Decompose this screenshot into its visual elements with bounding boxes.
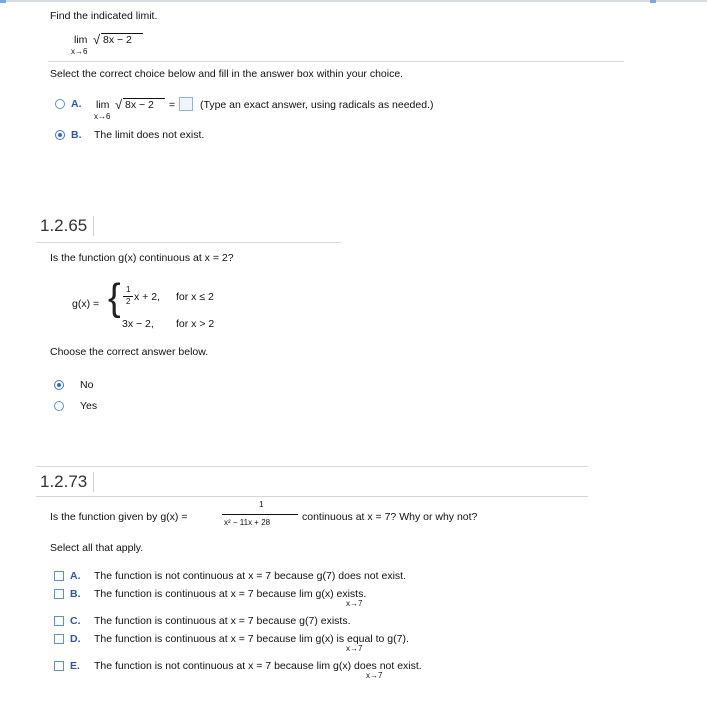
problem3-frac-den: x² − 11x + 28	[224, 518, 271, 527]
option-no-radio[interactable]	[54, 380, 64, 390]
option-d-checkbox[interactable]	[54, 634, 64, 644]
problem1-radical-sign: √	[93, 32, 101, 47]
top-border	[0, 0, 707, 2]
problem3-question-post: continuous at x = 7? Why or why not?	[302, 511, 478, 523]
p3-option-b-text: The function is continuous at x = 7 because lim g(x) exists.	[94, 588, 367, 600]
p3-option-b-sub: x→7	[346, 599, 363, 608]
problem2-question: Is the function g(x) continuous at x = 2?	[50, 252, 234, 264]
p3-option-e-text: The function is not continuous at x = 7 because lim g(x) does not exist.	[94, 660, 422, 672]
option-no-label: No	[80, 379, 94, 391]
option-a-letter: A.	[71, 98, 82, 110]
p3-option-b-letter: B.	[70, 588, 81, 600]
problem1-radicand: 8x − 2	[103, 34, 132, 46]
option-b-checkbox[interactable]	[54, 589, 64, 599]
problem1-lim-sub: x→6	[71, 47, 88, 56]
option-a-radio[interactable]	[55, 99, 65, 109]
top-left-marker	[0, 0, 6, 3]
option-c-checkbox[interactable]	[54, 616, 64, 626]
p3-option-c-text: The function is continuous at x = 7 because g(7) exists.	[94, 615, 351, 627]
piecewise-brace: {	[108, 277, 121, 319]
problem3-frac-num: 1	[259, 500, 264, 509]
p3-option-c-letter: C.	[70, 615, 81, 627]
option-yes-radio[interactable]	[54, 401, 64, 411]
piece1-frac-num: 1	[126, 285, 131, 294]
option-yes-label: Yes	[80, 400, 98, 412]
p3-option-d-letter: D.	[70, 633, 81, 645]
problem2-header-divider	[36, 242, 341, 243]
piece2-expr: 3x − 2,	[122, 318, 154, 330]
p3-option-d-text: The function is continuous at x = 7 because lim g(x) is equal to g(7).	[94, 633, 409, 645]
option-b-text: The limit does not exist.	[94, 129, 205, 141]
piece1-frac-den: 2	[126, 297, 131, 306]
problem3-select-all: Select all that apply.	[50, 542, 144, 554]
divider	[48, 61, 624, 62]
problem1-select-text: Select the correct choice below and fill in the answer box within your choice.	[50, 68, 404, 80]
problem3-top-divider	[36, 466, 588, 467]
option-a-radical-sign: √	[115, 97, 123, 112]
option-b-radio[interactable]	[55, 130, 65, 140]
p3-option-a-letter: A.	[70, 570, 81, 582]
option-a-equals: =	[169, 99, 176, 111]
top-right-marker	[650, 0, 656, 3]
problem1-lim: lim	[74, 34, 88, 46]
g-label: g(x) =	[72, 298, 100, 310]
option-b-letter: B.	[71, 129, 82, 141]
option-a-hint: (Type an exact answer, using radicals as needed.)	[200, 99, 434, 111]
problem3-number: 1.2.73	[40, 472, 94, 492]
option-a-lim: lim	[96, 99, 110, 111]
p3-option-a-text: The function is not continuous at x = 7 because g(7) does not exist.	[94, 570, 406, 582]
option-e-checkbox[interactable]	[54, 661, 64, 671]
problem1-instruction: Find the indicated limit.	[50, 10, 158, 22]
answer-input-box[interactable]	[179, 97, 193, 111]
problem3-question-pre: Is the function given by g(x) =	[50, 511, 188, 523]
p3-option-e-sub: x→7	[366, 671, 383, 680]
piece2-cond: for x > 2	[176, 318, 215, 330]
option-a-radicand: 8x − 2	[125, 99, 154, 111]
option-a-lim-sub: x→6	[94, 112, 111, 121]
problem2-number: 1.2.65	[40, 216, 94, 236]
piece1-expr: x + 2,	[134, 291, 160, 303]
option-a-checkbox[interactable]	[54, 571, 64, 581]
problem2-choose-text: Choose the correct answer below.	[50, 346, 209, 358]
problem3-frac-bar	[222, 514, 298, 515]
piece1-cond: for x ≤ 2	[176, 291, 214, 303]
problem3-header-divider	[36, 496, 588, 497]
p3-option-e-letter: E.	[70, 660, 80, 672]
p3-option-d-sub: x→7	[346, 644, 363, 653]
